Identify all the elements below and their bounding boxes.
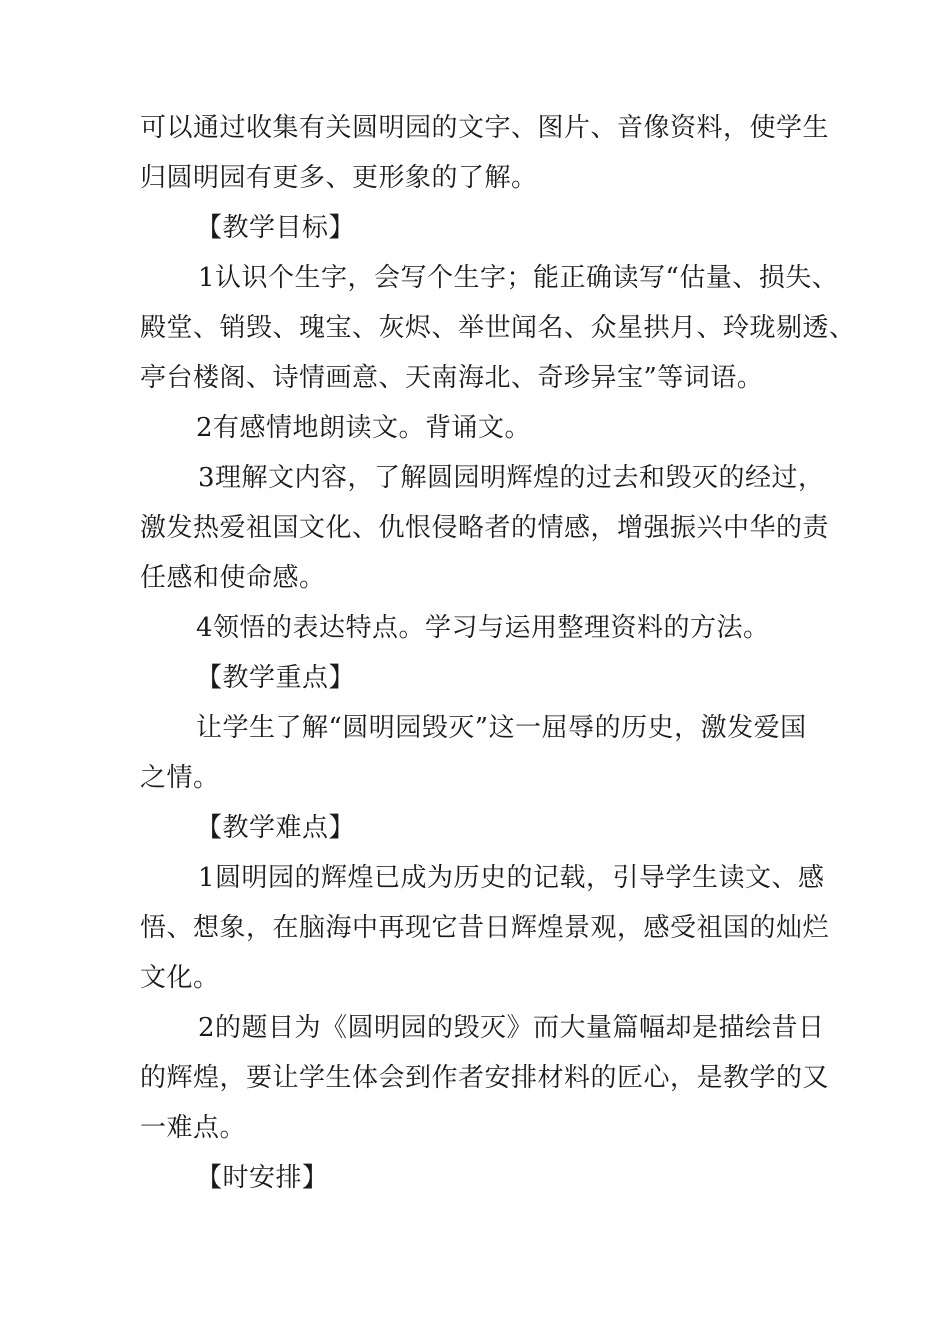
- paragraph-line: 之情。: [140, 763, 220, 793]
- paragraph-line: 任感和使命感。: [140, 563, 326, 593]
- section-heading-teaching-difficulties: 【教学难点】: [196, 813, 356, 843]
- paragraph-line: 2有感情地朗读文。背诵文。: [196, 413, 532, 443]
- section-heading-teaching-goals: 【教学目标】: [196, 213, 356, 243]
- paragraph-line: 1认识个生字，会写个生字；能正确读写“估量、损失、: [198, 263, 839, 293]
- paragraph-line: 归圆明园有更多、更形象的了解。: [140, 163, 538, 193]
- paragraph-line: 2的题目为《圆明园的毁灭》而大量篇幅却是描绘昔日: [198, 1013, 825, 1043]
- paragraph-line: 1圆明园的辉煌已成为历史的记载，引导学生读文、感: [198, 863, 825, 893]
- paragraph-line: 悟、想象，在脑海中再现它昔日辉煌景观，感受祖国的灿烂: [140, 913, 830, 943]
- paragraph-line: 3理解文内容，了解圆园明辉煌的过去和毁灭的经过，: [198, 463, 825, 493]
- paragraph-line: 一难点。: [140, 1113, 247, 1143]
- paragraph-line: 的辉煌，要让学生体会到作者安排材料的匠心，是教学的又: [140, 1063, 830, 1093]
- paragraph-line: 可以通过收集有关圆明园的文字、图片、音像资料，使学生: [140, 113, 830, 143]
- paragraph-line: 殿堂、销毁、瑰宝、灰烬、举世闻名、众星拱月、玲珑剔透、: [140, 313, 856, 343]
- paragraph-line: 亭台楼阁、诗情画意、天南海北、奇珍异宝”等词语。: [140, 363, 764, 393]
- paragraph-line: 激发热爱祖国文化、仇恨侵略者的情感，增强振兴中华的责: [140, 513, 830, 543]
- section-heading-class-schedule: 【时安排】: [196, 1163, 329, 1193]
- paragraph-line: 4领悟的表达特点。学习与运用整理资料的方法。: [196, 613, 770, 643]
- paragraph-line: 文化。: [140, 963, 220, 993]
- paragraph-line: 让学生了解“圆明园毁灭”这一屈辱的历史，激发爱国: [196, 713, 807, 743]
- section-heading-teaching-focus: 【教学重点】: [196, 663, 356, 693]
